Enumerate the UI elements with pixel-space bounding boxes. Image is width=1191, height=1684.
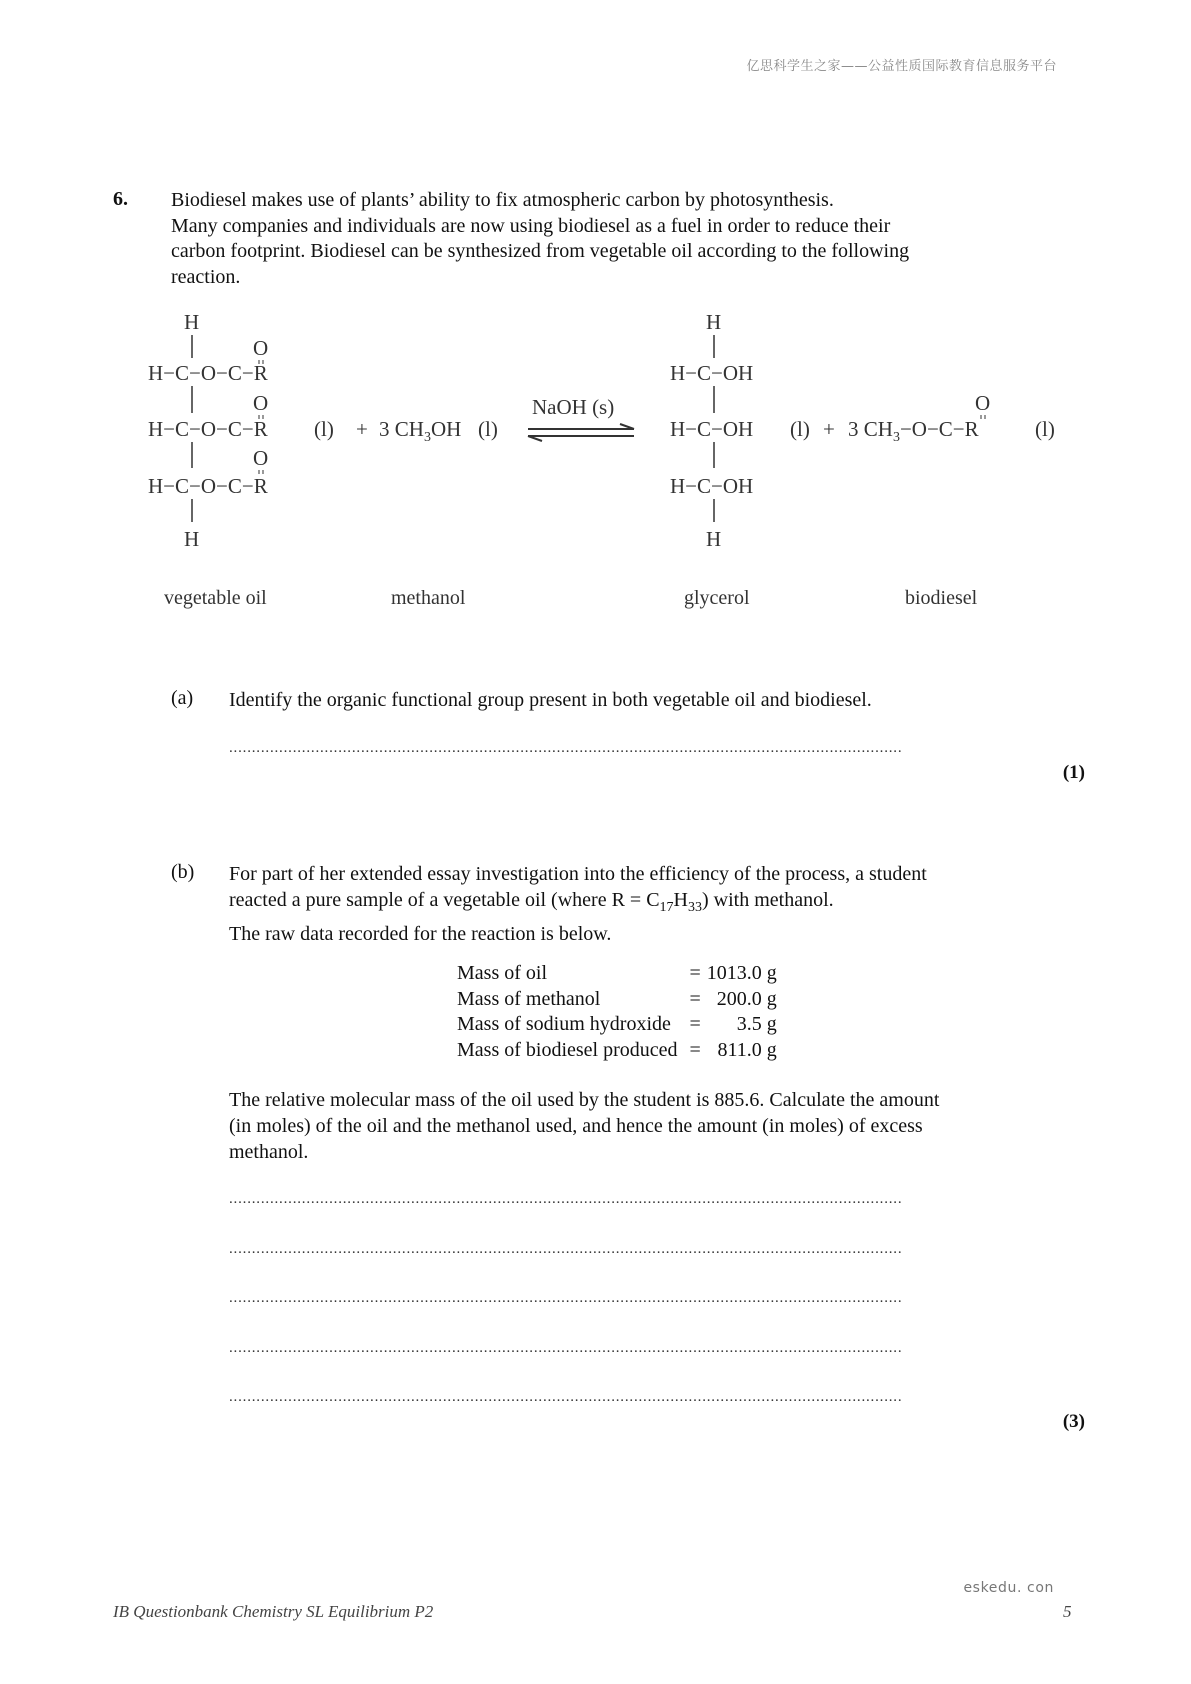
question-number: 6. <box>113 188 128 210</box>
answer-line[interactable]: .................................................................................................................................................... <box>229 1290 903 1306</box>
question-intro <box>171 188 1021 290</box>
part-a-text: Identify the organic functional group present in both vegetable oil and biodiesel. <box>229 689 872 711</box>
plus-sign: + <box>356 417 368 441</box>
biodiesel-formula: 3 $CH_3-O-C-R$ <box>848 417 979 445</box>
question-line: The relative molecular mass of the oil used by the student is 885.6. Calculate the amount <box>229 1089 940 1111</box>
data-eq: = <box>689 1038 701 1061</box>
atom-h: H <box>706 310 722 334</box>
answer-line[interactable]: .................................................................................................................................................... <box>229 1241 903 1257</box>
header-watermark: 亿思科学生之家——公益性质国际教育信息服务平台 <box>746 59 1057 74</box>
answer-line[interactable]: .................................................................................................................................................... <box>229 1389 903 1405</box>
atom-o: O <box>253 336 269 360</box>
page-number: 5 <box>1063 1602 1072 1621</box>
intro-line: Biodiesel makes use of plants’ ability to fix atmospheric carbon by photosynthesis. <box>171 189 834 211</box>
data-value: 3.5 g <box>736 1013 777 1035</box>
data-value: 1013.0 g <box>706 962 777 984</box>
methanol-formula: 3 $CH_3OH$ <box>379 417 462 445</box>
svg-text:(l): (l) <box>1035 417 1055 441</box>
intro-line: carbon footprint. Biodiesel can be synthesized from vegetable oil according to the following <box>171 240 910 262</box>
data-eq: = <box>689 962 701 984</box>
data-label: Mass of sodium hydroxide <box>457 1013 671 1035</box>
part-b-label: (b) <box>171 861 195 883</box>
data-value: 811.0 g <box>717 1038 777 1061</box>
footer-source: IB Questionbank Chemistry SL Equilibrium P2 <box>113 1602 434 1621</box>
part-b-line: For part of her extended essay investigation into the efficiency of the process, a student <box>229 863 927 885</box>
atom-h: H <box>184 310 200 334</box>
label-biodiesel: biodiesel <box>905 587 978 609</box>
question-line: methanol. <box>229 1141 309 1163</box>
plus-sign: + <box>823 417 835 441</box>
intro-line: Many companies and individuals are now using biodiesel as a fuel in order to reduce their <box>171 214 891 237</box>
answer-line[interactable]: .................................................................................................................................................... <box>229 1191 903 1207</box>
label-methanol: methanol <box>391 587 466 609</box>
part-b-line: The raw data recorded for the reaction is below. <box>229 923 612 945</box>
part-b-line: reacted a pure sample of a vegetable oil (where $R = C_{17}H_{33}$) with methanol. <box>229 889 834 915</box>
atom-o: O <box>975 391 991 415</box>
label-glycerol: glycerol <box>684 587 750 609</box>
label-vegetable-oil: vegetable oil <box>164 587 267 609</box>
data-eq: = <box>689 987 701 1010</box>
atom-o: O <box>253 391 269 415</box>
catalyst-label: NaOH (s) <box>532 395 615 419</box>
marks-b: (3) <box>1062 1411 1085 1432</box>
table-row <box>457 1038 781 1064</box>
state-label: (l) <box>790 417 810 441</box>
atom-h: H <box>184 527 200 551</box>
atom-o: O <box>253 446 269 470</box>
equilibrium-arrows <box>528 424 634 441</box>
data-value: 200.0 g <box>716 987 777 1010</box>
data-label: Mass of oil <box>457 962 547 984</box>
answer-line[interactable]: .................................................................................................................................................... <box>229 1340 903 1356</box>
raw-data-table <box>457 961 781 1063</box>
table-row <box>457 1012 781 1038</box>
table-row <box>457 961 781 987</box>
reaction-scheme <box>0 300 1191 610</box>
data-eq: = <box>689 1013 701 1035</box>
svg-text:H−C−OH: H−C−OH <box>670 361 754 385</box>
footer-site: eskedu. con <box>963 1580 1054 1596</box>
svg-text:H−C−OH: H−C−OH <box>670 474 754 498</box>
question-line: (in moles) of the oil and the methanol used, and hence the amount (in moles) of excess <box>229 1115 923 1137</box>
glycerol-structure <box>670 310 810 551</box>
table-row <box>457 987 781 1013</box>
marks-a: (1) <box>1062 762 1085 783</box>
svg-text:H−C−O−C−R: H−C−O−C−R <box>148 417 268 441</box>
atom-h: H <box>706 527 722 551</box>
intro-line: reaction. <box>171 265 241 288</box>
data-label: Mass of methanol <box>457 987 601 1010</box>
part-b-question <box>229 1087 1049 1165</box>
data-label: Mass of biodiesel produced <box>457 1038 678 1061</box>
answer-line[interactable]: .................................................................................................................................................... <box>229 740 903 756</box>
state-label: (l) <box>478 417 498 441</box>
part-b-text <box>229 861 1049 947</box>
svg-text:H−C−OH: H−C−OH <box>670 417 754 441</box>
svg-text:H−C−O−C−R: H−C−O−C−R <box>148 474 268 498</box>
part-a-label: (a) <box>171 687 194 709</box>
state-label: (l) <box>314 417 334 441</box>
svg-text:H−C−O−C−R: H−C−O−C−R <box>148 361 268 385</box>
vegetable-oil-structure <box>148 310 334 551</box>
